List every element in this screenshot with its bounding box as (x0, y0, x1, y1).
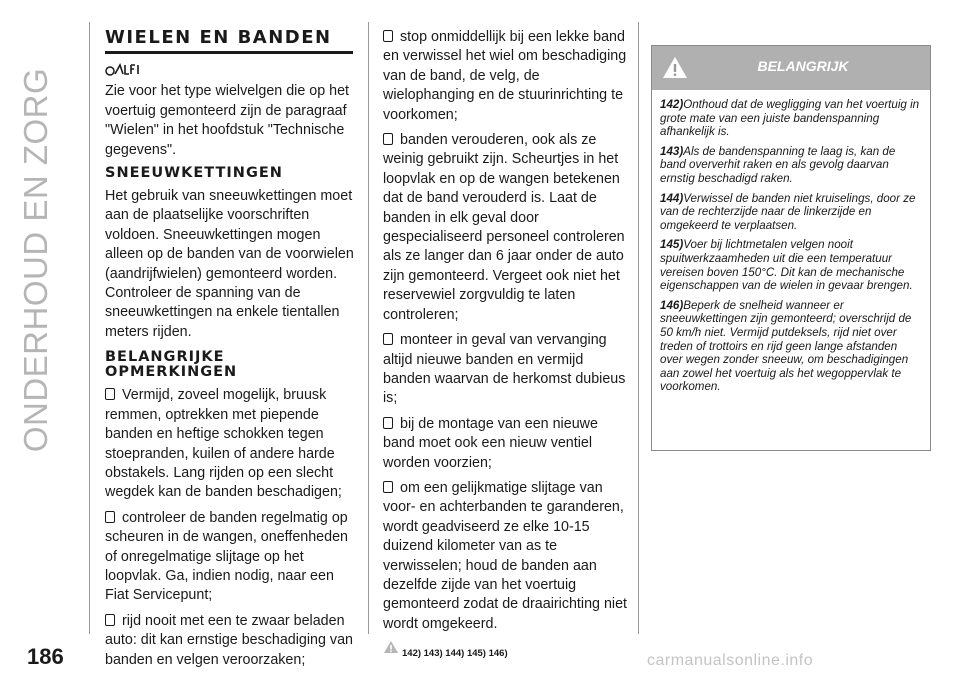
warning-note-number: 143) (660, 144, 684, 158)
list-item-text: controleer de banden regelmatig op scheuren in de wangen, oneffenheden of onregelmatige slijtage op het loopvlak. Ga, indien nodig, naar een Fiat Servicepunt; (105, 509, 348, 604)
list-item (383, 479, 631, 634)
list-item (105, 386, 357, 502)
warning-note-number: 146) (660, 298, 684, 312)
list-item (383, 415, 631, 473)
warning-note-text: Als de bandenspanning te laag is, kan de band oververhit raken en als gevolg daarvan ernstig beschadigd raken. (660, 144, 896, 185)
list-item (383, 28, 631, 125)
important-notes-title (105, 350, 357, 380)
warning-note (660, 299, 922, 394)
list-item (105, 612, 357, 670)
column-middle (383, 28, 631, 664)
list-item-text: Vermijd, zoveel mogelijk, bruusk remmen, optrekken met piepende banden en heftige schokken tegen stoepranden, kuilen of andere harde obstakels. Lang rijden op een slecht wegdek kan de banden beschadigen; (105, 387, 342, 501)
column-divider (368, 22, 369, 634)
list-item-text: om een gelijkmatige slijtage van voor- en achterbanden te garanderen, wordt geadviseerd ze elke 10-15 duizend kilometer van as te verwisselen; houd de banden aan dezelfde zijde van het voertuig gemonteerd zodat de draairichting niet wordt omgekeerd. (383, 479, 627, 632)
snow-chains-title: SNEEUWKETTINGEN (105, 165, 283, 182)
section-intro: Zie voor het type wielvelgen die op het voertuig gemonteerd zijn de paragraaf "Wielen" in het hoofdstuk "Technische gegevens". (105, 83, 349, 158)
bullet-icon (383, 133, 393, 145)
list-item-text: bij de montage van een nieuwe band moet ook een nieuw ventiel worden voorzien; (383, 415, 598, 471)
bullet-icon (105, 614, 115, 626)
warning-note-number: 144) (660, 191, 684, 205)
important-notes-title-line2: OPMERKINGEN (105, 364, 238, 381)
warning-note (660, 238, 922, 292)
warning-note-number: 142) (660, 98, 684, 111)
warning-notes (652, 90, 930, 394)
list-item (383, 331, 631, 409)
wheel-tyre-icon (105, 62, 357, 79)
column-left (105, 28, 357, 676)
warning-note (660, 145, 922, 186)
list-item-text: rijd nooit met een te zwaar beladen auto: dit kan ernstige beschadiging van banden en velgen veroorzaken; (105, 612, 353, 668)
watermark: carmanualsonline.info (647, 652, 814, 669)
warning-note (660, 192, 922, 233)
warning-box (651, 45, 931, 451)
wheel-tyre-icon-svg (105, 62, 143, 76)
section-title: WIELEN EN BANDEN (105, 28, 353, 54)
warning-references (383, 640, 631, 663)
chapter-side-title: ONDERHOUD EN ZORG (17, 67, 54, 453)
warning-note-text: Voer bij lichtmetalen velgen nooit spuitwerkzaamheden uit die een temperatuur vereisen boven 150°C. Dit kan de mechanische eigenschappen van de wielen in gevaar brengen. (660, 238, 913, 293)
list-item (105, 509, 357, 606)
list-item-text: monteer in geval van vervanging altijd nieuwe banden en vermijd banden waarvan de herkomst dubieus is; (383, 332, 626, 407)
list-item (383, 131, 631, 325)
column-divider (89, 22, 90, 634)
column-divider (638, 22, 639, 634)
warning-note-number: 145) (660, 238, 684, 252)
list-item-text: stop onmiddellijk bij een lekke band en verwissel het wiel om beschadiging van de band, de velg, de wielophanging en de stuurinrichting te voorkomen; (383, 29, 627, 123)
bullet-icon (383, 481, 393, 493)
warning-note-text: Onthoud dat de wegligging van het voertuig in grote mate van een juiste bandenspanning afhankelijk is. (660, 98, 920, 139)
snow-chains-text: Het gebruik van sneeuwkettingen moet aan de plaatselijke voorschriften voldoen. Sneeuwkettingen mogen alleen op de banden van de voorwielen (aandrijfwielen) gemonteerd worden. Controleer de spanning van de sneeuwkettingen na enkele tientallen meters rijden. (105, 188, 354, 340)
bullet-icon (383, 417, 393, 429)
bullet-icon (383, 333, 393, 345)
warning-box-header (652, 46, 930, 90)
warning-triangle-icon (383, 640, 399, 661)
list-item-text: banden verouderen, ook als ze weinig gebruikt zijn. Scheurtjes in het loopvlak en op de wangen betekenen dat de band verouderd is. Laat de banden in elk geval door gespecialiseerd personeel controleren als ze langer dan 6 jaar onder de auto zijn gemonteerd. Vergeet ook niet het reservewiel zorgvuldig te laten controleren; (383, 132, 625, 323)
warning-note-text: Beperk de snelheid wanneer er sneeuwkettingen zijn gemonteerd; overschrijd de 50 km/h niet. Vermijd putdeksels, rijd niet over treden of trottoirs en rijd geen lange afstanden over wegen zonder sneeuw, om beschadigingen aan zowel het voertuig als het wegoppervlak te voorkomen. (660, 298, 912, 394)
page-number: 186 (27, 644, 64, 669)
warning-note (660, 98, 922, 139)
warning-box-title: BELANGRIJK (757, 58, 849, 74)
warning-note-text: Verwissel de banden niet kruiselings, door ze van de rechterzijde naar de linkerzijde en omgekeerd te verplaatsen. (660, 191, 916, 232)
bullet-icon (105, 388, 115, 400)
important-notes-title-line1: BELANGRIJKE (105, 349, 225, 366)
warning-references-text: 142) 143) 144) 145) 146) (402, 648, 508, 660)
bullet-icon (105, 511, 115, 523)
bullet-icon (383, 30, 393, 42)
